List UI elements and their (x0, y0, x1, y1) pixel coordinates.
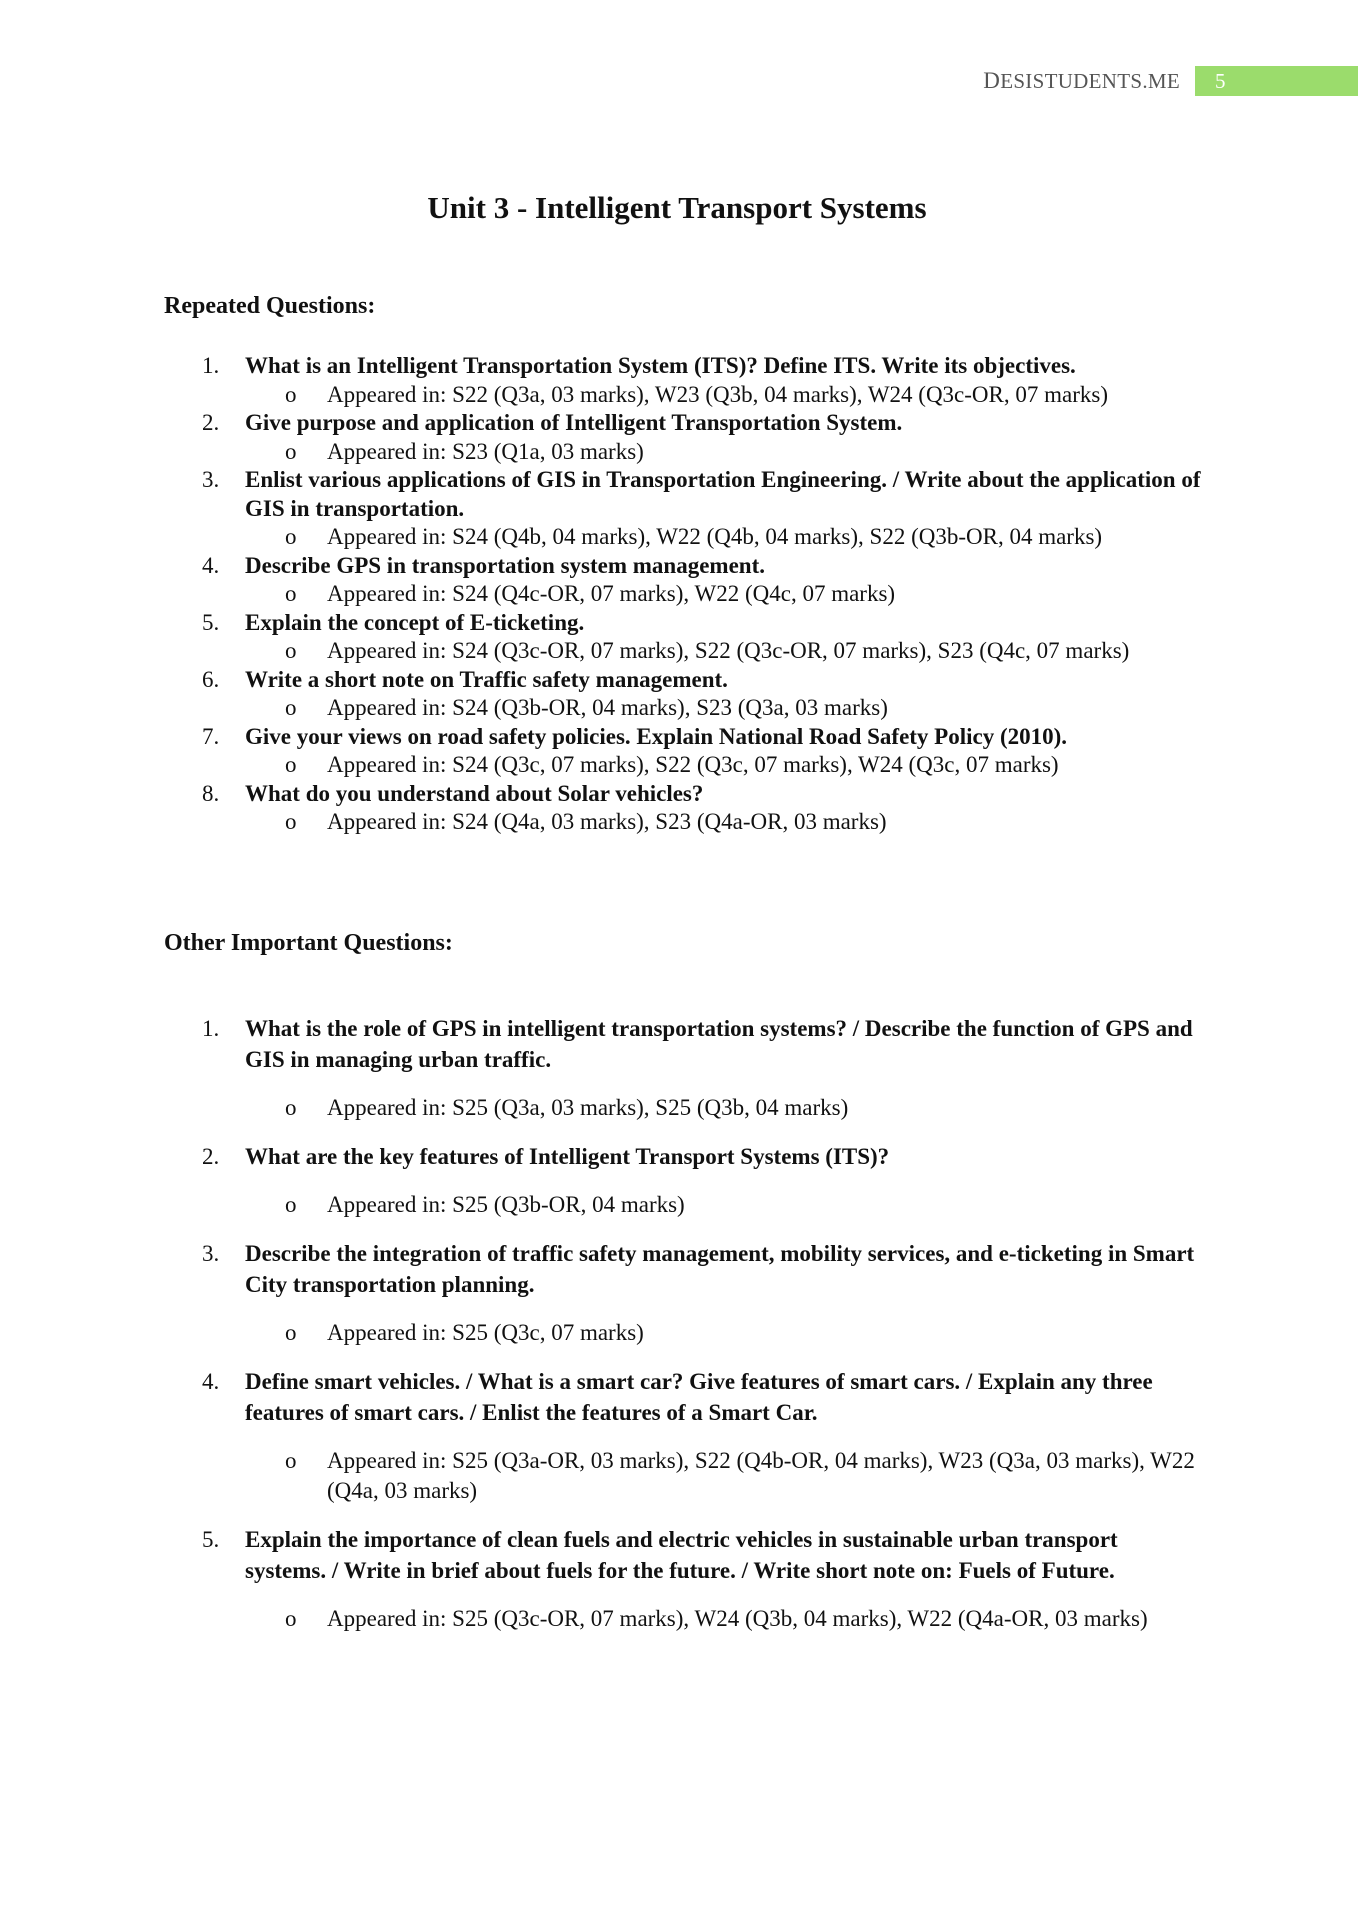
question-number: 4. (202, 1369, 220, 1394)
bullet-icon: o (285, 1320, 297, 1345)
site-name-initial: D (983, 68, 1001, 93)
other-questions-list (164, 1013, 1204, 1652)
list-item (164, 1318, 1204, 1348)
list-item (164, 438, 1204, 467)
question-text: Give your views on road safety policies. Explain National Road Safety Policy (2010). (245, 723, 1068, 749)
list-item (164, 609, 1204, 638)
bullet-icon: o (285, 809, 297, 834)
question-text: Explain the importance of clean fuels and electric vehicles in sustainable urban transport systems. / Write in brief about fuels for the future. / Write short note on: Fuels of Future. (245, 1527, 1118, 1583)
appeared-in-text: Appeared in: S25 (Q3c, 07 marks) (327, 1320, 644, 1345)
bullet-icon: o (285, 524, 297, 549)
question-number: 5. (202, 1527, 220, 1552)
list-item (164, 723, 1204, 752)
list-item (164, 409, 1204, 438)
list-item (164, 1013, 1204, 1075)
bullet-icon: o (285, 581, 297, 606)
list-item (164, 1446, 1204, 1506)
list-item (164, 666, 1204, 695)
page-header (983, 66, 1358, 96)
list-item (164, 1190, 1204, 1220)
list-item (164, 1238, 1204, 1300)
bullet-icon: o (285, 1192, 297, 1217)
appeared-in-text: Appeared in: S23 (Q1a, 03 marks) (327, 438, 644, 464)
list-item (164, 523, 1204, 552)
bullet-icon: o (285, 695, 297, 720)
question-number: 7. (202, 723, 220, 749)
question-text: What is an Intelligent Transportation System (ITS)? Define ITS. Write its objectives. (245, 353, 1076, 378)
page-title (0, 190, 1358, 226)
list-item (164, 637, 1204, 666)
question-number: 6. (202, 666, 220, 692)
list-item (164, 808, 1204, 837)
list-item (164, 751, 1204, 780)
appeared-in-text: Appeared in: S24 (Q3c, 07 marks), S22 (Q3c, 07 marks), W24 (Q3c, 07 marks) (327, 752, 1059, 777)
question-number: 3. (202, 467, 220, 492)
appeared-in-text: Appeared in: S24 (Q3b-OR, 04 marks), S23 (Q3a, 03 marks) (327, 695, 888, 720)
bullet-icon: o (285, 1448, 297, 1473)
question-text: Enlist various applications of GIS in Transportation Engineering. / Write about the application of GIS in transportation. (245, 467, 1201, 521)
list-item (164, 1093, 1204, 1123)
bullet-icon: o (285, 752, 297, 777)
list-item (164, 381, 1204, 410)
list-item (164, 552, 1204, 581)
repeated-questions-list (164, 352, 1204, 837)
question-text: Describe GPS in transportation system management. (245, 552, 766, 578)
question-number: 8. (202, 780, 220, 806)
question-number: 1. (202, 353, 220, 378)
appeared-in-text: Appeared in: S24 (Q4a, 03 marks), S23 (Q4a-OR, 03 marks) (327, 809, 887, 834)
question-number: 3. (202, 1241, 220, 1266)
list-item (164, 1141, 1204, 1172)
bullet-icon: o (285, 1095, 297, 1120)
other-questions-heading: Other Important Questions: (164, 930, 453, 956)
site-name-rest: ESISTUDENTS.ME (1000, 69, 1180, 93)
question-text: What is the role of GPS in intelligent transportation systems? / Describe the function of GPS and GIS in managing urban traffic. (245, 1016, 1193, 1072)
question-text: Describe the integration of traffic safety management, mobility services, and e-ticketing in Smart City transportation planning. (245, 1241, 1195, 1297)
question-text: Give purpose and application of Intelligent Transportation System. (245, 410, 903, 435)
bullet-icon: o (285, 438, 297, 464)
page-title-text: Unit 3 - Intelligent Transport Systems (427, 190, 927, 225)
question-text: Write a short note on Traffic safety management. (245, 666, 728, 692)
appeared-in-text: Appeared in: S25 (Q3b-OR, 04 marks) (327, 1192, 685, 1217)
bullet-icon: o (285, 1606, 297, 1631)
bullet-icon: o (285, 381, 297, 407)
appeared-in-text: Appeared in: S25 (Q3a, 03 marks), S25 (Q3b, 04 marks) (327, 1095, 849, 1120)
appeared-in-text: Appeared in: S25 (Q3a-OR, 03 marks), S22 (Q4b-OR, 04 marks), W23 (Q3a, 03 marks), W22 (Q4a, 03 marks) (327, 1448, 1195, 1503)
list-item (164, 694, 1204, 723)
list-item (164, 1524, 1204, 1586)
question-number: 1. (202, 1016, 220, 1041)
question-number: 2. (202, 1144, 220, 1169)
list-item (164, 580, 1204, 609)
appeared-in-text: Appeared in: S25 (Q3c-OR, 07 marks), W24 (Q3b, 04 marks), W22 (Q4a-OR, 03 marks) (327, 1606, 1148, 1631)
question-text: What do you understand about Solar vehicles? (245, 780, 704, 806)
list-item (164, 1604, 1204, 1634)
appeared-in-text: Appeared in: S22 (Q3a, 03 marks), W23 (Q3b, 04 marks), W24 (Q3c-OR, 07 marks) (327, 381, 1108, 407)
repeated-questions-heading: Repeated Questions: (164, 293, 376, 319)
question-number: 5. (202, 609, 220, 635)
appeared-in-text: Appeared in: S24 (Q3c-OR, 07 marks), S22 (Q3c-OR, 07 marks), S23 (Q4c, 07 marks) (327, 638, 1130, 663)
appeared-in-text: Appeared in: S24 (Q4c-OR, 07 marks), W22 (Q4c, 07 marks) (327, 581, 896, 606)
site-name (983, 68, 1180, 94)
appeared-in-text: Appeared in: S24 (Q4b, 04 marks), W22 (Q4b, 04 marks), S22 (Q3b-OR, 04 marks) (327, 524, 1103, 549)
list-item (164, 780, 1204, 809)
question-number: 2. (202, 410, 220, 435)
question-number: 4. (202, 552, 220, 578)
list-item (164, 1366, 1204, 1428)
page-number: 5 (1195, 66, 1358, 96)
bullet-icon: o (285, 638, 297, 663)
question-text: Define smart vehicles. / What is a smart car? Give features of smart cars. / Explain any three features of smart cars. / Enlist the features of a Smart Car. (245, 1369, 1153, 1425)
question-text: What are the key features of Intelligent Transport Systems (ITS)? (245, 1144, 890, 1169)
question-text: Explain the concept of E-ticketing. (245, 609, 585, 635)
list-item (164, 352, 1204, 381)
list-item (164, 466, 1204, 523)
